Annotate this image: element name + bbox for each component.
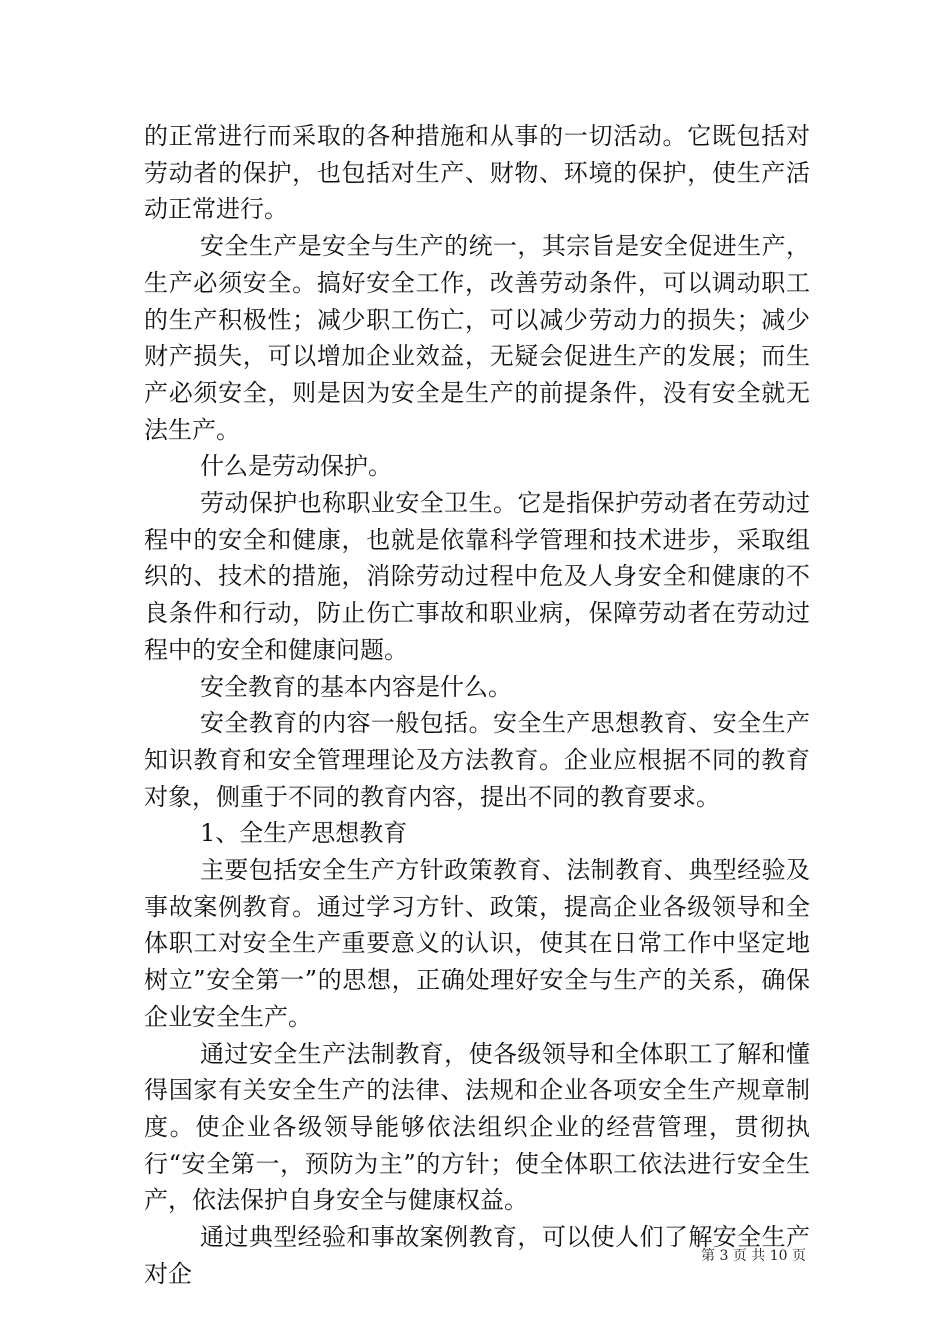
page-number-footer: 第 3 页 共 10 页 [701,1248,806,1264]
paragraph-case-education: 通过典型经验和事故案例教育，可以使人们了解安全生产对企 [144,1223,810,1288]
heading-safety-education-question: 安全教育的基本内容是什么。 [200,672,512,701]
document-body [144,118,810,1293]
paragraph-ideology-education: 主要包括安全生产方针政策教育、法制教育、典型经验及事故案例教育。通过学习方针、政策，提高企业各级领导和全体职工对安全生产重要意义的认识，使其在日常工作中坚定地树立”安全第一”的思想，正确处理好安全与生产的关系，确保企业安全生产。 [144,856,810,1031]
paragraph-safety-education: 安全教育的内容一般包括。安全生产思想教育、安全生产知识教育和安全管理理论及方法教育。企业应根据不同的教育对象，侧重于不同的教育内容，提出不同的教育要求。 [144,709,810,811]
heading-labor-protection-question: 什么是劳动保护。 [200,452,392,481]
paragraph-continuation: 的正常进行而采取的各种措施和从事的一切活动。它既包括对劳动者的保护，也包括对生产、财物、环境的保护，使生产活动正常进行。 [144,122,810,224]
paragraph-labor-protection: 劳动保护也称职业安全卫生。它是指保护劳动者在劳动过程中的安全和健康，也就是依靠科学管理和技术进步，采取组织的、技术的措施，消除劳动过程中危及人身安全和健康的不良条件和行动，防止伤亡事故和职业病，保障劳动者在劳动过程中的安全和健康问题。 [144,489,810,664]
paragraph-safety-production: 安全生产是安全与生产的统一，其宗旨是安全促进生产，生产必须安全。搞好安全工作，改善劳动条件，可以调动职工的生产积极性；减少职工伤亡，可以减少劳动力的损失；减少财产损失，可以增加企业效益，无疑会促进生产的发展；而生产必须安全，则是因为安全是生产的前提条件，没有安全就无法生产。 [144,232,810,444]
heading-ideology-education: 1、全生产思想教育 [200,819,408,848]
paragraph-legal-education: 通过安全生产法制教育，使各级领导和全体职工了解和懂得国家有关安全生产的法律、法规和企业各项安全生产规章制度。使企业各级领导能够依法组织企业的经营管理，贯彻执行“安全第一，预防为主”的方针；使全体职工依法进行安全生产，依法保护自身安全与健康权益。 [144,1039,810,1215]
